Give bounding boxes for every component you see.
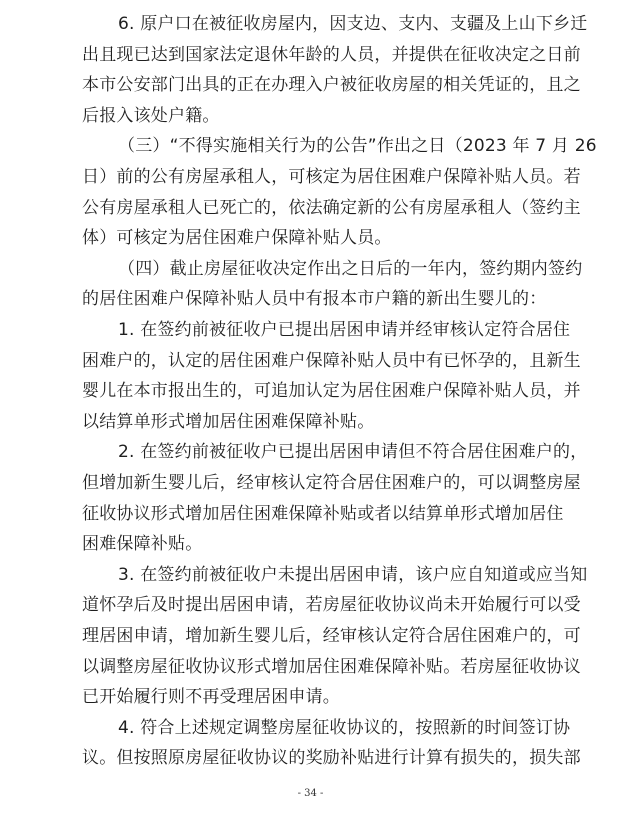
paragraph-line: 6. 原户口在被征收房屋内，因支边、支内、支疆及上山下乡迁	[118, 14, 588, 34]
paragraph-line: 婴儿在本市报出生的，可追加认定为居住困难户保障补贴人员，并	[82, 381, 581, 401]
paragraph-line: 道怀孕后及时提出居困申请，若房屋征收协议尚未开始履行可以受	[82, 595, 581, 615]
page-number: - 34 -	[297, 788, 324, 799]
paragraph-line: 1. 在签约前被征收户已提出居困申请并经审核认定符合居住	[118, 320, 571, 340]
paragraph-line: 议。但按照原房屋征收协议的奖励补贴进行计算有损失的，损失部	[82, 748, 581, 768]
paragraph-line: 后报入该处户籍。	[82, 106, 220, 126]
paragraph-line: 公有房屋承租人已死亡的，依法确定新的公有房屋承租人（签约主	[82, 198, 581, 218]
paragraph-line: 已开始履行则不再受理居困申请。	[82, 687, 340, 707]
paragraph-line: 的居住困难户保障补贴人员中有报本市户籍的新出生婴儿的：	[82, 289, 547, 309]
paragraph-line: 征收协议形式增加居住困难保障补贴或者以结算单形式增加居住	[82, 504, 564, 524]
paragraph-line: 以调整房屋征收协议形式增加居住困难保障补贴。若房屋征收协议	[82, 657, 581, 677]
paragraph-line: 困难户的，认定的居住困难户保障补贴人员中有已怀孕的，且新生	[82, 351, 581, 371]
paragraph-line: 2. 在签约前被征收户已提出居困申请但不符合居住困难户的，	[118, 442, 588, 462]
paragraph-line: 困难保障补贴。	[82, 534, 203, 554]
paragraph-line: 日）前的公有房屋承租人，可核定为居住困难户保障补贴人员。若	[82, 167, 581, 187]
paragraph-line: 4. 符合上述规定调整房屋征收协议的，按照新的时间签订协	[118, 718, 571, 738]
paragraph-line: 但增加新生婴儿后，经审核认定符合居住困难户的，可以调整房屋	[82, 473, 581, 493]
paragraph-line: 本市公安部门出具的正在办理入户被征收房屋的相关凭证的，且之	[82, 75, 581, 95]
paragraph-line: 出且现已达到国家法定退休年龄的人员，并提供在征收决定之日前	[82, 45, 581, 65]
paragraph-line: 以结算单形式增加居住困难保障补贴。	[82, 412, 375, 432]
paragraph-line: 体）可核定为居住困难户保障补贴人员。	[82, 228, 392, 248]
paragraph-line: 3. 在签约前被征收户未提出居困申请，该户应自知道或应当知	[118, 565, 588, 585]
paragraph-line: （三）“不得实施相关行为的公告”作出之日（2023 年 7 月 26	[118, 136, 597, 156]
paragraph-line: （四）截止房屋征收决定作出之日后的一年内，签约期内签约	[118, 259, 583, 279]
paragraph-line: 理居困申请，增加新生婴儿后，经审核认定符合居住困难户的，可	[82, 626, 581, 646]
